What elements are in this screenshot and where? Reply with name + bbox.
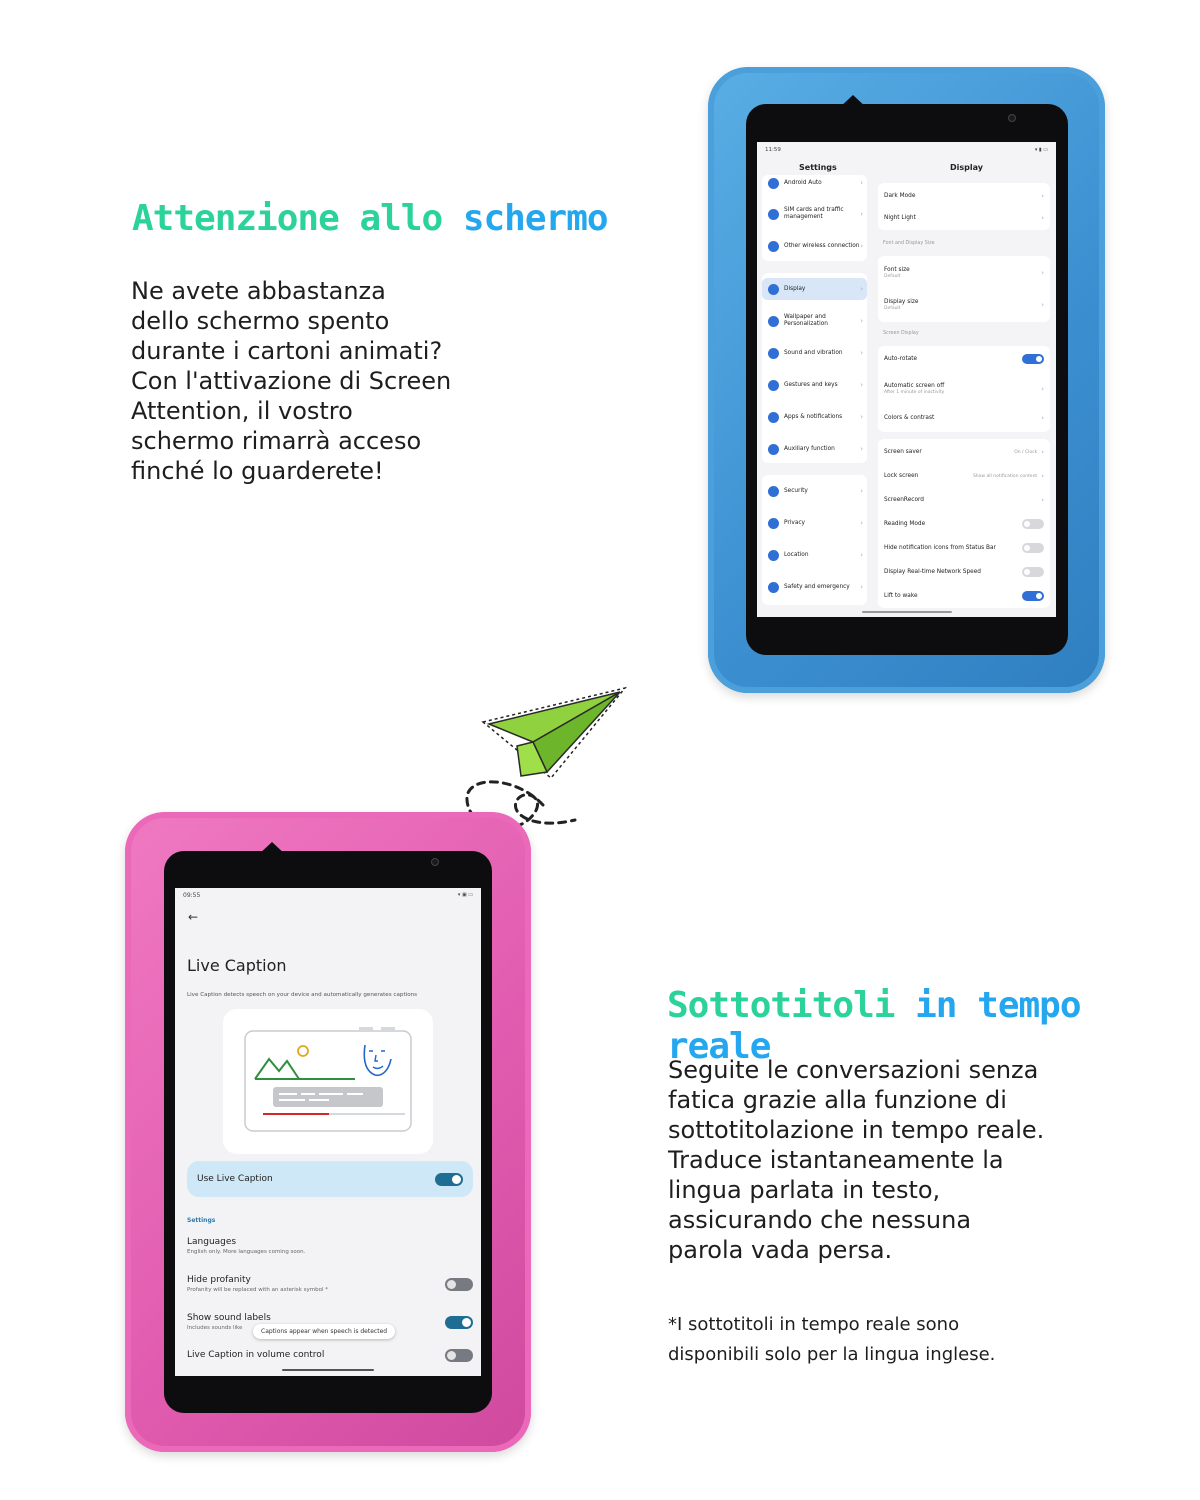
wallpaper-icon — [768, 316, 779, 327]
caption-tooltip: Captions appear when speech is detected — [253, 1324, 395, 1339]
footnote — [668, 1310, 995, 1370]
text-line: *I sottotitoli in tempo reale sono — [668, 1314, 960, 1335]
sidebar-item-android-auto[interactable]: Android Auto › — [762, 176, 867, 190]
section-label: Font and Display Size — [883, 241, 935, 246]
chevron-right-icon: › — [1041, 496, 1044, 504]
lock-screen-row[interactable]: Lock screen Show all notification content › — [884, 472, 1044, 480]
section-label: Screen Display — [883, 331, 919, 336]
sound-labels-row[interactable]: Show sound labels Includes sounds like — [187, 1313, 473, 1332]
volume-control-toggle[interactable] — [445, 1349, 473, 1362]
heading-word: in — [915, 985, 957, 1026]
text-line: schermo rimarrà acceso — [131, 427, 422, 455]
display-group — [878, 439, 1050, 608]
display-title: Display — [950, 163, 983, 172]
caption-illustration-graphic — [223, 1009, 433, 1154]
use-live-caption-row[interactable]: Use Live Caption — [187, 1161, 473, 1197]
text-line: disponibili solo per la lingua inglese. — [668, 1344, 996, 1365]
heading-word: Sottotitoli — [667, 985, 895, 1026]
chevron-right-icon: › — [860, 285, 863, 293]
text-line: fatica grazie alla funzione di — [668, 1086, 1007, 1114]
sidebar-item-location[interactable]: Location › — [762, 544, 867, 566]
chevron-right-icon: › — [1041, 472, 1044, 480]
sidebar-item-sound[interactable]: Sound and vibration › — [762, 342, 867, 364]
text-line: durante i cartoni animati? — [131, 337, 443, 365]
hide-icons-toggle[interactable] — [1022, 543, 1044, 553]
status-time: 11:59 — [765, 147, 781, 153]
colors-contrast-row[interactable]: Colors & contrast › — [884, 414, 1044, 422]
security-icon — [768, 486, 779, 497]
chevron-right-icon: › — [860, 179, 863, 187]
text-line: parola vada persa. — [668, 1236, 893, 1264]
chevron-right-icon: › — [1041, 448, 1044, 456]
status-time: 09:55 — [183, 892, 201, 899]
wireless-icon — [768, 241, 779, 252]
heading-word: schermo — [462, 198, 608, 239]
chevron-right-icon: › — [860, 445, 863, 453]
hide-profanity-toggle[interactable] — [445, 1278, 473, 1291]
text-line: lingua parlata in testo, — [668, 1176, 941, 1204]
chevron-right-icon: › — [1041, 214, 1044, 222]
text-line: assicurando che nessuna — [668, 1206, 972, 1234]
chevron-right-icon: › — [1041, 414, 1044, 422]
settings-screen — [757, 142, 1056, 617]
sidebar-item-security[interactable]: Security › — [762, 480, 867, 502]
live-caption-screen — [175, 888, 481, 1376]
screen-record-row[interactable]: ScreenRecord › — [884, 496, 1044, 504]
chevron-right-icon: › — [860, 349, 863, 357]
hide-profanity-row[interactable]: Hide profanity Profanity will be replaced with an asterisk symbol * — [187, 1275, 473, 1294]
home-indicator[interactable] — [862, 611, 952, 613]
heading-word: tempo — [977, 985, 1081, 1026]
sidebar-item-display[interactable]: Display › — [762, 278, 867, 300]
auto-off-row[interactable]: Automatic screen off After 1 minute of inactivity › — [884, 382, 1044, 395]
chevron-right-icon: › — [1041, 269, 1044, 277]
page-description: Live Caption detects speech on your device and automatically generates captions — [187, 992, 418, 998]
text-line: Ne avete abbastanza — [131, 277, 386, 305]
settings-group — [762, 175, 867, 261]
sound-icon — [768, 348, 779, 359]
back-arrow-icon[interactable]: ← — [188, 910, 199, 924]
auto-rotate-toggle[interactable] — [1022, 354, 1044, 364]
display-group — [878, 256, 1050, 322]
privacy-icon — [768, 518, 779, 529]
chevron-right-icon: › — [860, 487, 863, 495]
gesture-icon — [768, 380, 779, 391]
night-light-row[interactable]: Night Light › — [884, 214, 1044, 222]
camera-icon — [1008, 114, 1016, 122]
car-icon — [768, 178, 779, 189]
font-size-row[interactable]: Font size Default › — [884, 266, 1044, 279]
display-group — [878, 346, 1050, 432]
sound-labels-toggle[interactable] — [445, 1316, 473, 1329]
sidebar-item-safety[interactable]: Safety and emergency › — [762, 576, 867, 598]
sidebar-item-gestures[interactable]: Gestures and keys › — [762, 374, 867, 396]
volume-control-row[interactable]: Live Caption in volume control — [187, 1349, 473, 1362]
chevron-right-icon: › — [860, 551, 863, 559]
status-icons: ▾ ▮ ▭ — [1034, 147, 1048, 153]
chevron-right-icon: › — [860, 317, 863, 325]
chevron-right-icon: › — [860, 210, 863, 218]
chevron-right-icon: › — [860, 242, 863, 250]
settings-title: Settings — [799, 163, 837, 172]
chevron-right-icon: › — [1041, 385, 1044, 393]
sidebar-item-wallpaper[interactable]: Wallpaper and Personalization › — [762, 310, 867, 332]
sidebar-item-sim[interactable]: SIM cards and traffic management › — [762, 203, 867, 225]
location-icon — [768, 550, 779, 561]
display-icon — [768, 284, 779, 295]
use-live-caption-toggle[interactable] — [435, 1173, 463, 1186]
caption-illustration — [223, 1009, 433, 1154]
heading-word: allo — [359, 198, 443, 239]
chevron-right-icon: › — [860, 519, 863, 527]
languages-row[interactable]: Languages English only. More languages coming soon. — [187, 1237, 306, 1255]
network-speed-row[interactable]: Display Real-time Network Speed — [878, 562, 1050, 582]
text-line: Attention, il vostro — [131, 397, 353, 425]
settings-section-header: Settings — [187, 1217, 216, 1224]
text-line: Con l'attivazione di Screen — [131, 367, 452, 395]
lift-wake-toggle[interactable] — [1022, 591, 1044, 601]
sidebar-item-wireless[interactable]: Other wireless connection › — [762, 235, 867, 257]
page-title: Live Caption — [187, 956, 287, 975]
screen-saver-row[interactable]: Screen saver On / Clock › — [884, 448, 1044, 456]
settings-group — [762, 475, 867, 605]
status-icons: ▾ ▣ ▭ — [457, 892, 473, 898]
hide-icons-row[interactable]: Hide notification icons from Status Bar — [878, 538, 1050, 558]
safety-icon — [768, 582, 779, 593]
chevron-right-icon: › — [1041, 192, 1044, 200]
auto-rotate-row[interactable]: Auto-rotate — [878, 349, 1050, 369]
camera-icon — [431, 858, 439, 866]
text-line: Seguite le conversazioni senza — [668, 1056, 1039, 1084]
live-caption-description — [668, 1055, 1044, 1265]
chevron-right-icon: › — [860, 413, 863, 421]
home-indicator[interactable] — [282, 1369, 374, 1371]
heading-screen-attention — [132, 198, 608, 239]
sidebar-item-auxiliary[interactable]: Auxiliary function › — [762, 438, 867, 460]
sim-icon — [768, 209, 779, 220]
chevron-right-icon: › — [860, 583, 863, 591]
screen-attention-description — [131, 276, 451, 486]
lift-wake-row[interactable]: Lift to wake — [878, 586, 1050, 606]
reading-mode-row[interactable]: Reading Mode — [878, 514, 1050, 534]
settings-group — [762, 273, 867, 463]
heading-word: Attenzione — [132, 198, 339, 239]
sidebar-item-apps[interactable]: Apps & notifications › — [762, 406, 867, 428]
dark-mode-row[interactable]: Dark Mode › — [884, 192, 1044, 200]
display-size-row[interactable]: Display size Default › — [884, 298, 1044, 311]
text-line: finché lo guarderete! — [131, 457, 384, 485]
sidebar-item-privacy[interactable]: Privacy › — [762, 512, 867, 534]
text-line: sottotitolazione in tempo reale. — [668, 1116, 1045, 1144]
text-line: Traduce istantaneamente la — [668, 1146, 1004, 1174]
chevron-right-icon: › — [860, 381, 863, 389]
auxiliary-icon — [768, 444, 779, 455]
chevron-right-icon: › — [1041, 301, 1044, 309]
apps-icon — [768, 412, 779, 423]
display-group — [878, 183, 1050, 230]
reading-mode-toggle[interactable] — [1022, 519, 1044, 529]
text-line: dello schermo spento — [131, 307, 390, 335]
heading-word: reale — [667, 1026, 771, 1067]
network-speed-toggle[interactable] — [1022, 567, 1044, 577]
